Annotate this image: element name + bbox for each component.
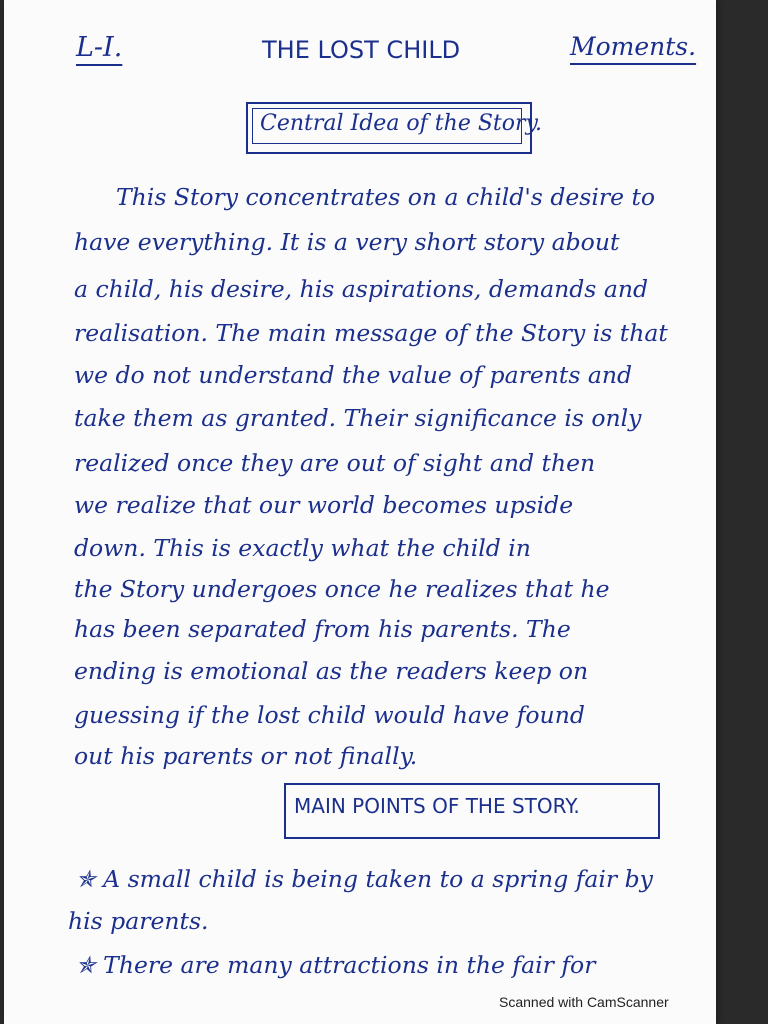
page-title: THE LOST CHILD	[262, 36, 461, 64]
paragraph-line: have everything. It is a very short story about	[74, 228, 620, 256]
paragraph-line: down. This is exactly what the child in	[74, 534, 531, 562]
paragraph-line: a child, his desire, his aspirations, demands and	[74, 275, 649, 303]
list-item-continuation: his parents.	[68, 907, 209, 935]
paragraph-line: we realize that our world becomes upside	[74, 491, 574, 519]
scanner-watermark: Scanned with CamScanner	[499, 994, 669, 1010]
paragraph-line: guessing if the lost child would have found	[74, 701, 585, 729]
scanned-page	[4, 0, 716, 1024]
list-item: ✯ There are many attractions in the fair for	[76, 951, 596, 979]
paragraph-line: has been separated from his parents. The	[74, 615, 571, 643]
list-item: ✯ A small child is being taken to a spring fair by	[76, 865, 653, 893]
paragraph-line: ending is emotional as the readers keep on	[74, 657, 589, 685]
header-right-label: Moments.	[570, 32, 697, 61]
paragraph-line: realized once they are out of sight and then	[74, 449, 596, 477]
paragraph-line: we do not understand the value of parents and	[74, 361, 633, 389]
section-heading-main-points: MAIN POINTS OF THE STORY.	[294, 794, 580, 818]
paragraph-line: realisation. The main message of the Story is that	[74, 319, 668, 347]
header-left-label: L-I.	[76, 32, 123, 63]
section-heading-central-idea: Central Idea of the Story.	[260, 111, 543, 136]
paragraph-line: take them as granted. Their significance is only	[74, 404, 642, 432]
paragraph-line: This Story concentrates on a child's desire to	[116, 183, 656, 211]
paragraph-line: the Story undergoes once he realizes that he	[74, 575, 610, 603]
paragraph-line: out his parents or not finally.	[74, 742, 418, 770]
